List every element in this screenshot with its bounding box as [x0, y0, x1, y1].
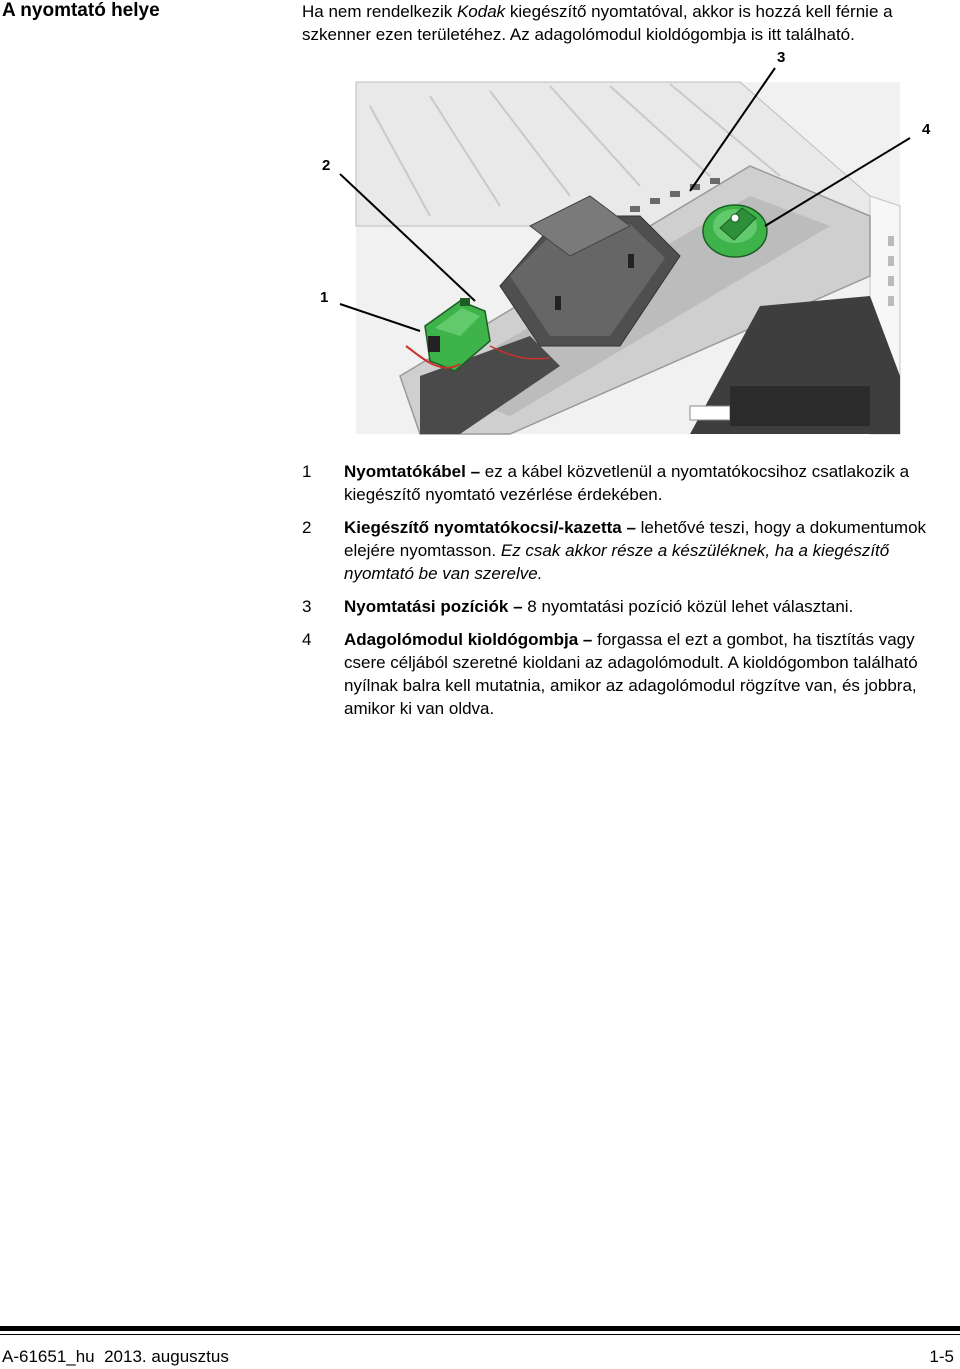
- legend-description: forgassa el ezt a gombot, ha tisztítás vagy csere céljából szeretné kioldani az adagolómodult. A kioldógombon található nyílnak balra kell mutatnia, amikor az adagolómodul rögzítve van, és jobbra, amikor ki van oldva.: [344, 630, 918, 718]
- footer-doc-id: A-61651_hu 2013. augusztus: [2, 1347, 229, 1366]
- intro-brand: Kodak: [456, 2, 506, 21]
- legend-number: 4: [302, 630, 312, 649]
- intro-text-1: Ha nem rendelkezik: [302, 2, 457, 21]
- intro-paragraph: [302, 0, 942, 46]
- legend-description: lehetővé teszi, hogy a dokumentumok elejére nyomtasson.: [344, 518, 927, 560]
- callout-4: 4: [922, 121, 931, 138]
- footer-rule-thin: [0, 1334, 960, 1335]
- legend-description: 8 nyomtatási pozíció közül lehet választani.: [522, 597, 854, 616]
- footer-rule-thick: [0, 1326, 960, 1331]
- callout-legend: [302, 460, 952, 730]
- legend-item-1: [302, 460, 952, 506]
- legend-item-3: [302, 595, 952, 618]
- scanner-photo: [310, 46, 935, 446]
- callout-2: 2: [322, 157, 331, 174]
- legend-item-4: [302, 628, 952, 720]
- legend-term: Nyomtatási pozíciók –: [344, 597, 523, 616]
- legend-term: Kiegészítő nyomtatókocsi/-kazetta –: [344, 518, 636, 537]
- legend-number: 2: [302, 518, 312, 537]
- intro-text-2: kiegészítő nyomtatóval, akkor is hozzá kell férnie a szkenner ezen területéhez. Az adagolómodul kioldógombja is itt található.: [302, 2, 893, 44]
- printer-area-figure: [310, 46, 935, 446]
- callout-1: 1: [320, 289, 329, 306]
- legend-item-2: [302, 516, 952, 585]
- legend-term: Nyomtatókábel –: [344, 462, 481, 481]
- legend-note: Ez csak akkor része a készüléknek, ha a kiegészítő nyomtató be van szerelve.: [344, 541, 890, 583]
- legend-term: Adagolómodul kioldógombja –: [344, 630, 593, 649]
- callout-3: 3: [777, 49, 786, 66]
- legend-number: 1: [302, 462, 312, 481]
- footer-page-number: 1-5: [929, 1347, 954, 1366]
- section-title: A nyomtató helye: [2, 0, 160, 21]
- legend-description: ez a kábel közvetlenül a nyomtatókocsihoz csatlakozik a kiegészítő nyomtató vezérlése érdekében.: [344, 462, 910, 504]
- legend-number: 3: [302, 597, 312, 616]
